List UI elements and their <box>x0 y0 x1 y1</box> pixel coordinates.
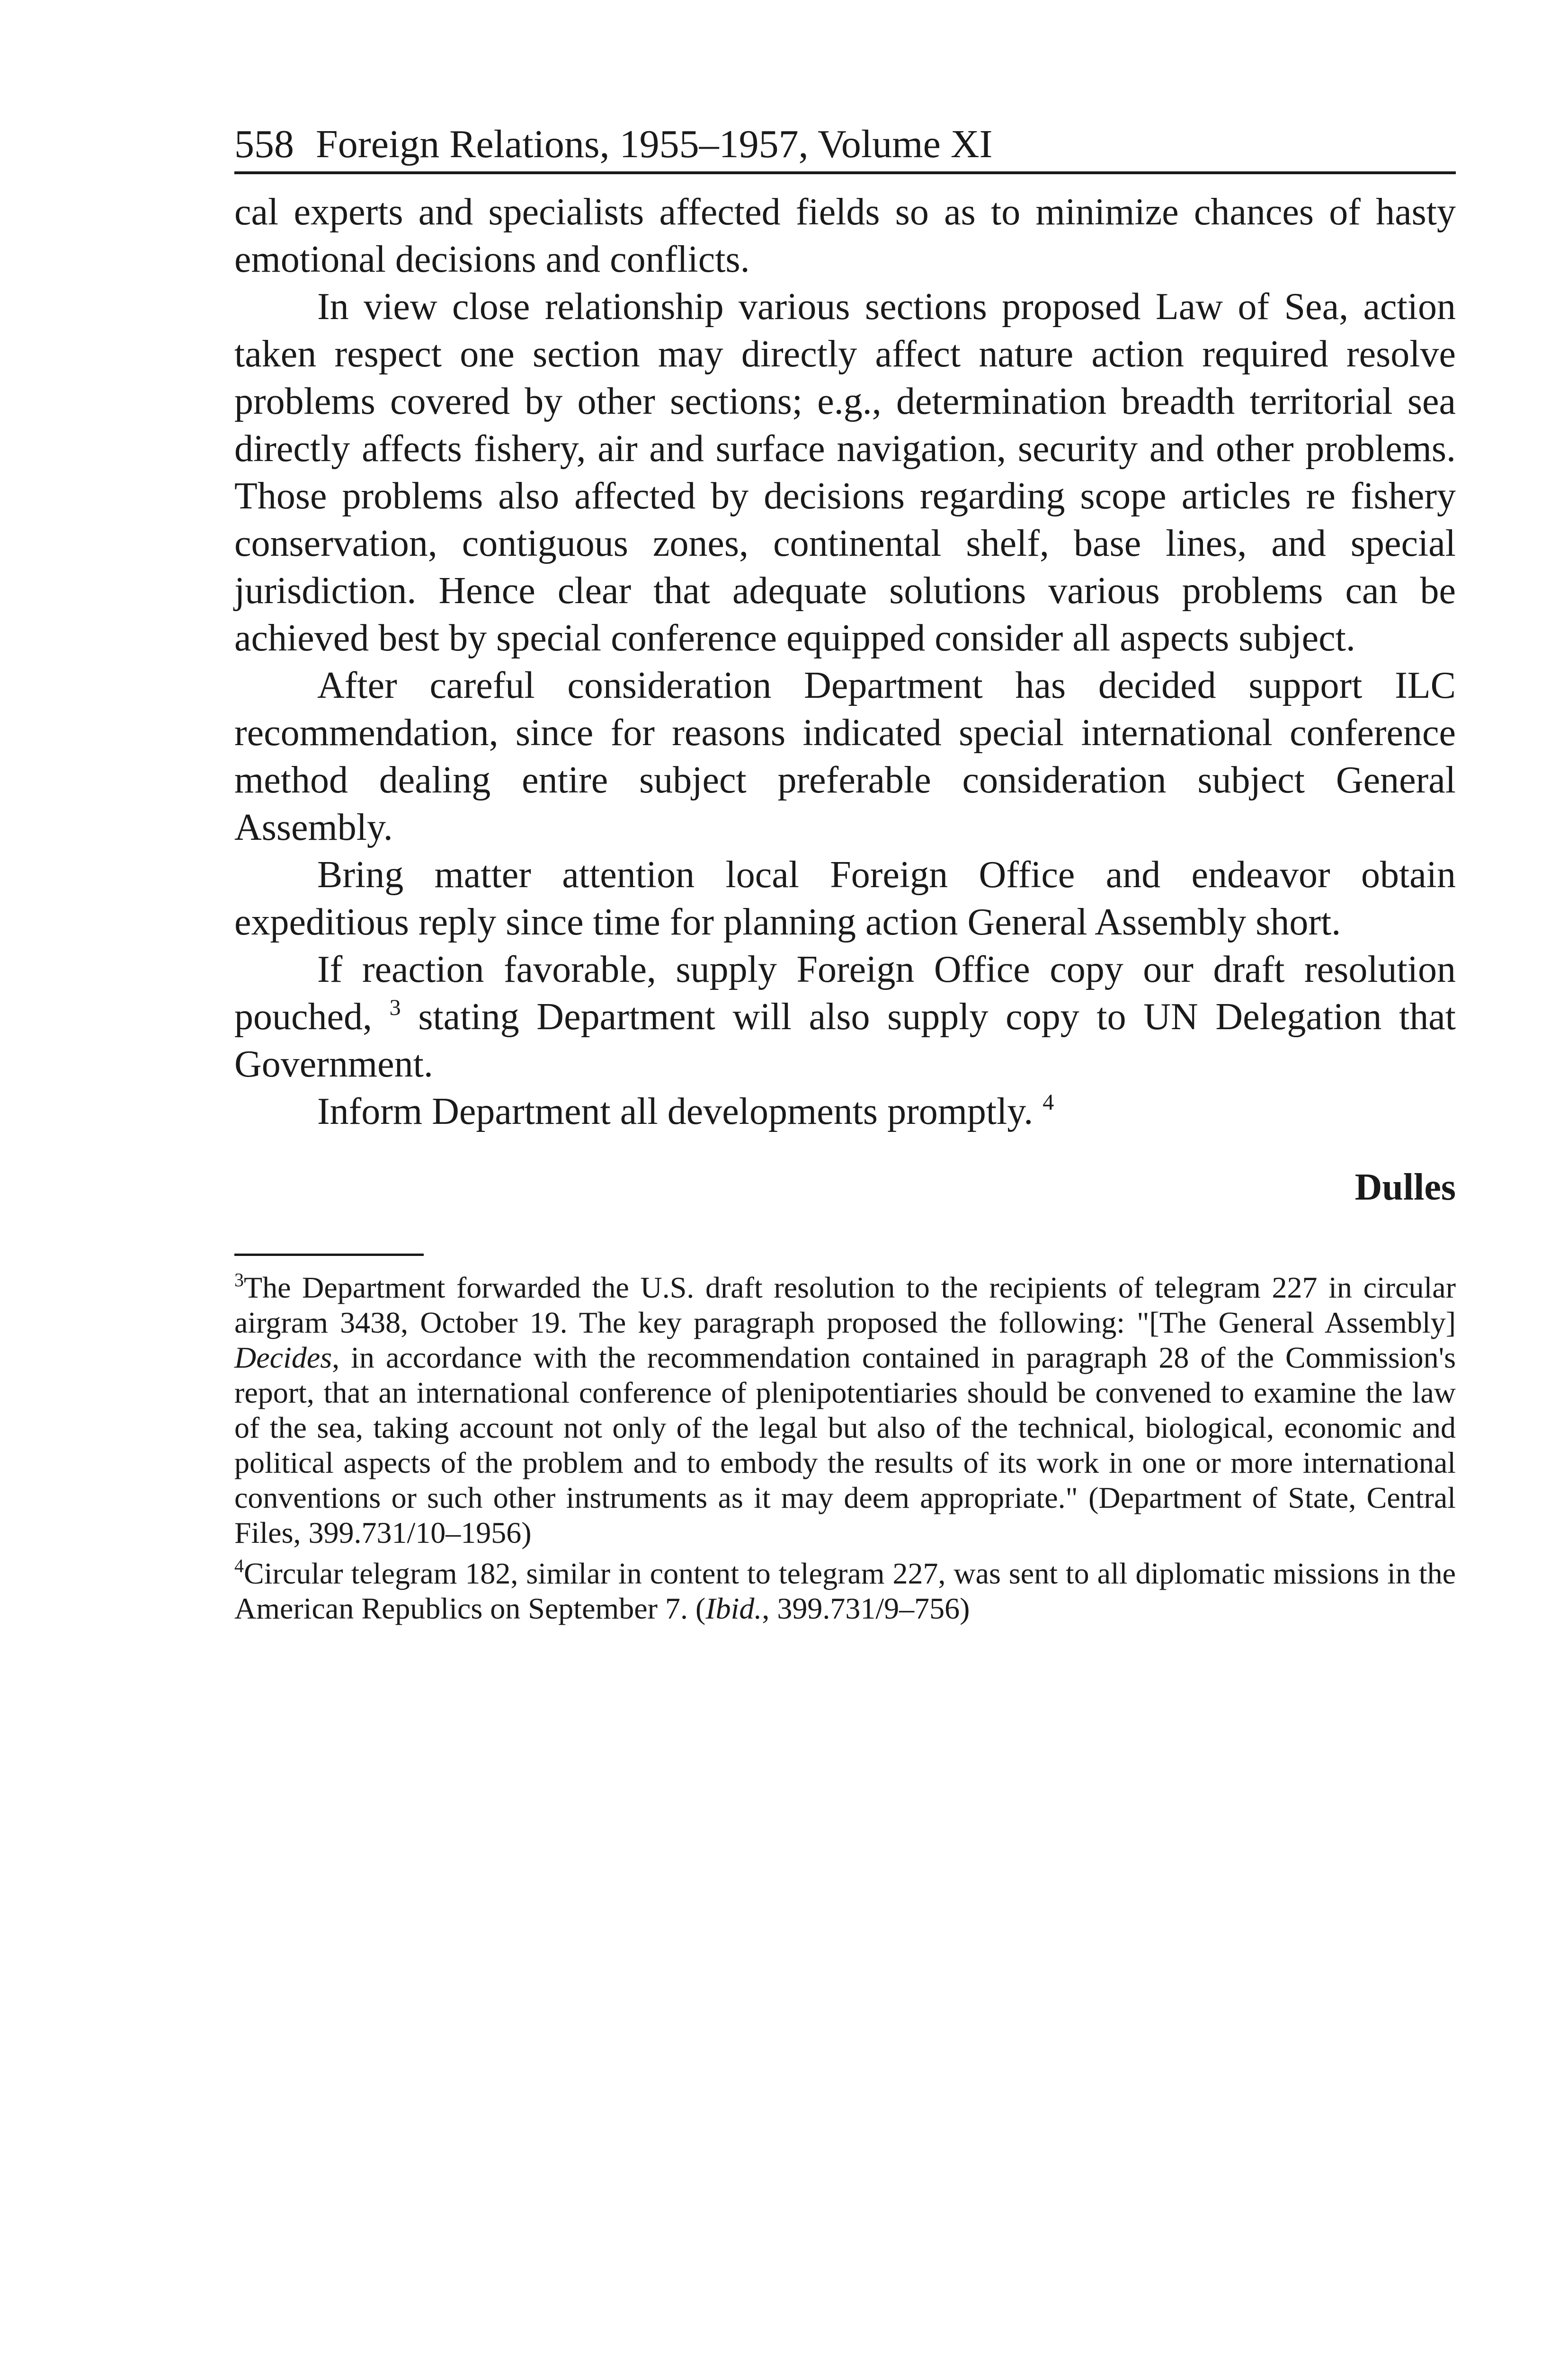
running-title: Foreign Relations, 1955–1957, Volume XI <box>316 122 993 166</box>
footnote-reference: 3 <box>389 995 401 1020</box>
footnote-text: , in accordance with the recommendation contained in paragraph 28 of the Commission's report, that an international conference of plenipotentiaries should be convened to examine the law of the sea, taking account not only of the legal but also of the technical, biological, economic and political aspects of the problem and to embody the results of its work in one or more international conventions or such other instruments as it may deem appropriate." (Department of State, Central Files, 399.731/10–1956) <box>234 1341 1456 1549</box>
footnote-4 <box>234 1556 1456 1626</box>
footnote-3 <box>234 1270 1456 1550</box>
footnote-text: Circular telegram 182, similar in content to telegram 227, was sent to all diplomatic missions in the American Republics on September 7. ( <box>234 1557 1456 1625</box>
paragraph-inform-department <box>234 1088 1456 1135</box>
paragraph-draft-resolution <box>234 946 1456 1088</box>
footnote-text: The Department forwarded the U.S. draft resolution to the recipients of telegram 227 in circular airgram 3438, October 19. The key paragraph proposed the following: "[The General Assembly] <box>234 1271 1456 1339</box>
page-number: 558 <box>234 122 294 166</box>
footnote-text: , 399.731/9–756) <box>762 1592 970 1625</box>
paragraph-text: Inform Department all developments promptly. <box>317 1091 1033 1132</box>
footnote-reference: 4 <box>1042 1090 1054 1115</box>
paragraph-text: If reaction favorable, supply Foreign Office copy our draft resolution pouched, <box>234 949 1456 1038</box>
footnote-number: 3 <box>234 1269 244 1290</box>
footnote-italic: Ibid. <box>705 1592 762 1625</box>
running-header <box>234 118 1456 174</box>
paragraph-law-of-sea: In view close relationship various sections proposed Law of Sea, action taken respect one section may directly affect nature action required resolve problems covered by other sections; e.g., determination breadth territorial sea directly affects fishery, air and surface navigation, security and other problems. Those problems also affected by decisions regarding scope articles re fishery conservation, contiguous zones, continental shelf, base lines, and special jurisdiction. Hence clear that adequate solutions various problems can be achieved best by special conference equipped consider all aspects subject. <box>234 286 1456 659</box>
paragraph-foreign-office: Bring matter attention local Foreign Office and endeavor obtain expeditious reply since time for planning action General Assembly short. <box>234 854 1456 943</box>
footnotes <box>234 1270 1456 1626</box>
paragraph-continuation: cal experts and specialists affected fields so as to minimize chances of hasty emotional decisions and conflicts. <box>234 191 1456 280</box>
telegram-body <box>234 188 1456 1135</box>
paragraph-ilc-recommendation: After careful consideration Department has decided support ILC recommendation, since for reasons indicated special international conference method dealing entire subject preferable consideration subject General Assembly. <box>234 665 1456 848</box>
signature: Dulles <box>1354 1166 1456 1208</box>
footnote-italic: Decides <box>234 1341 332 1374</box>
footnote-divider <box>234 1254 424 1256</box>
footnote-number: 4 <box>234 1555 244 1576</box>
document-page <box>234 118 1456 1626</box>
paragraph-text: stating Department will also supply copy to UN Delegation that Government. <box>234 996 1456 1085</box>
